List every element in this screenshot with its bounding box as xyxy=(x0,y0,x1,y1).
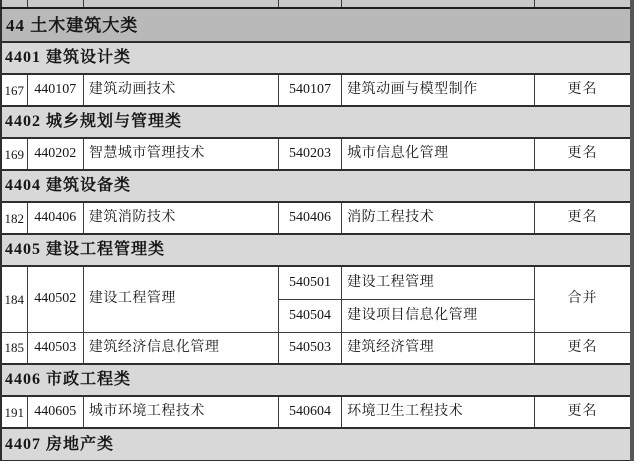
sliver-cell xyxy=(535,0,633,8)
new-name-cell: 城市信息化管理 xyxy=(342,138,535,170)
old-code-cell: 440406 xyxy=(27,202,83,234)
new-code-cell: 540604 xyxy=(278,396,341,428)
section-header-row xyxy=(1,106,632,138)
old-name-cell: 建筑经济信息化管理 xyxy=(83,332,278,364)
section-header-label: 4407 房地产类 xyxy=(1,428,632,461)
seq-cell: 191 xyxy=(1,396,27,428)
action-cell: 合并 xyxy=(535,266,633,332)
table-row xyxy=(1,202,632,234)
action-cell: 更名 xyxy=(535,332,633,364)
section-header-row xyxy=(1,428,632,461)
section-header-row xyxy=(1,234,632,266)
action-cell: 更名 xyxy=(535,396,633,428)
new-name-cell: 消防工程技术 xyxy=(342,202,535,234)
old-name-cell: 城市环境工程技术 xyxy=(83,396,278,428)
seq-cell: 182 xyxy=(1,202,27,234)
old-code-cell: 440605 xyxy=(27,396,83,428)
new-name-cell: 建筑动画与模型制作 xyxy=(342,74,535,106)
table-row xyxy=(1,138,632,170)
cutoff-row-sliver xyxy=(1,0,632,8)
old-name-cell: 智慧城市管理技术 xyxy=(83,138,278,170)
seq-cell: 184 xyxy=(1,266,27,332)
section-header-row xyxy=(1,170,632,202)
section-header-row xyxy=(1,364,632,396)
section-header-label: 4401 建筑设计类 xyxy=(1,42,632,74)
old-code-cell: 440502 xyxy=(27,266,83,332)
old-code-cell: 440503 xyxy=(27,332,83,364)
new-code-cell: 540203 xyxy=(278,138,341,170)
section-header-label: 4406 市政工程类 xyxy=(1,364,632,396)
sliver-cell xyxy=(1,0,27,8)
action-cell: 更名 xyxy=(535,74,633,106)
new-code-cell: 540406 xyxy=(278,202,341,234)
section-header-row xyxy=(1,42,632,74)
sliver-cell xyxy=(27,0,83,8)
section-header-label: 4404 建筑设备类 xyxy=(1,170,632,202)
table-row xyxy=(1,332,632,364)
old-name-cell: 建筑动画技术 xyxy=(83,74,278,106)
new-code-cell: 540503 xyxy=(278,332,341,364)
sliver-cell xyxy=(278,0,341,8)
sliver-cell xyxy=(342,0,535,8)
old-name-cell: 建筑消防技术 xyxy=(83,202,278,234)
section-header-label: 4402 城乡规划与管理类 xyxy=(1,106,632,138)
seq-cell: 169 xyxy=(1,138,27,170)
new-name-cell: 建设工程管理 xyxy=(342,266,535,299)
page-bottom-margin xyxy=(0,461,640,466)
table-row-merged xyxy=(1,266,632,299)
action-cell: 更名 xyxy=(535,202,633,234)
old-code-cell: 440107 xyxy=(27,74,83,106)
sliver-cell xyxy=(83,0,278,8)
old-name-cell: 建设工程管理 xyxy=(83,266,278,332)
section-header-label: 4405 建设工程管理类 xyxy=(1,234,632,266)
seq-cell: 185 xyxy=(1,332,27,364)
new-name-cell: 建筑经济管理 xyxy=(342,332,535,364)
table-row xyxy=(1,396,632,428)
new-code-cell: 540501 xyxy=(278,266,341,299)
new-code-cell: 540107 xyxy=(278,74,341,106)
category-header-label: 44 土木建筑大类 xyxy=(1,8,632,42)
category-header-row xyxy=(1,8,632,42)
new-name-cell: 建设项目信息化管理 xyxy=(342,299,535,332)
old-code-cell: 440202 xyxy=(27,138,83,170)
new-name-cell: 环境卫生工程技术 xyxy=(342,396,535,428)
action-cell: 更名 xyxy=(535,138,633,170)
seq-cell: 167 xyxy=(1,74,27,106)
new-code-cell: 540504 xyxy=(278,299,341,332)
table-row xyxy=(1,74,632,106)
